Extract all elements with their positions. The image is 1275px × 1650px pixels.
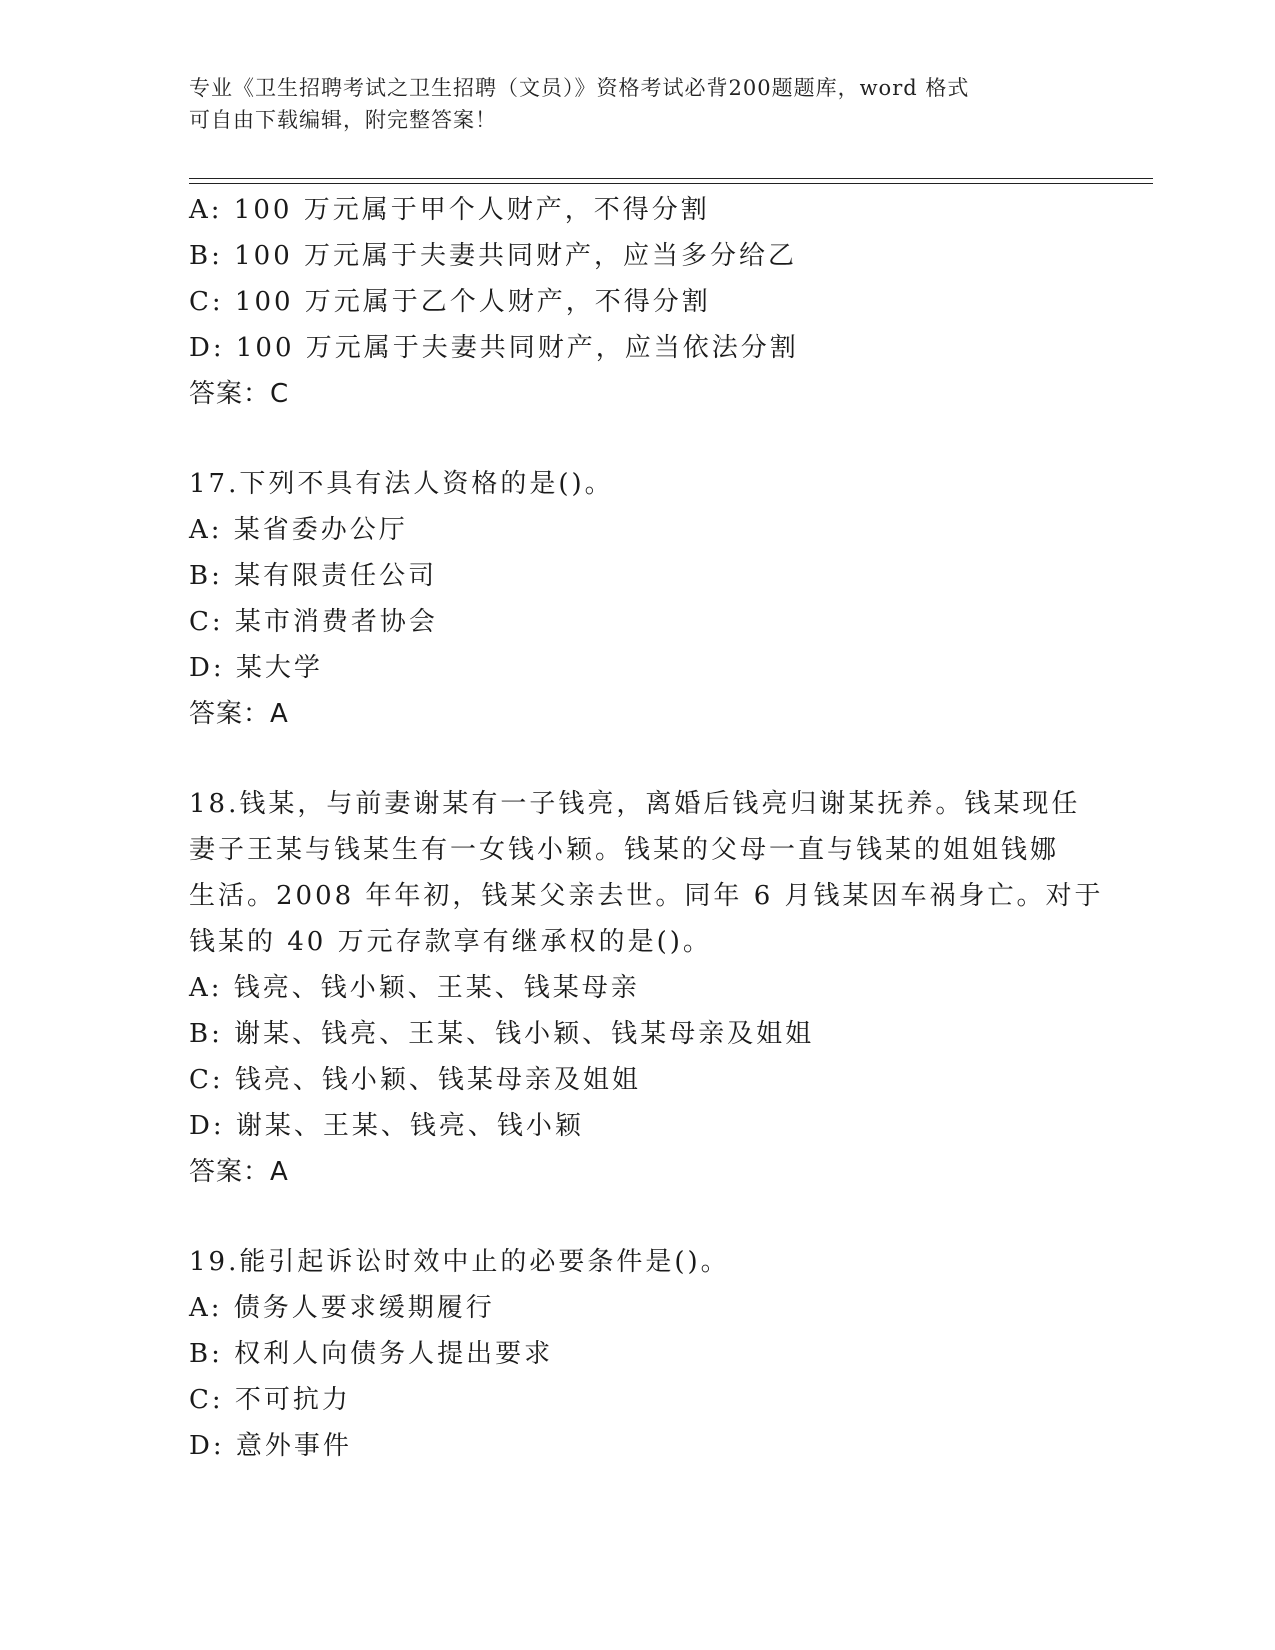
header-divider-bottom	[189, 183, 1153, 184]
option-c: C: 100 万元属于乙个人财产，不得分割	[189, 287, 711, 317]
header-title-line-2: 可自由下载编辑，附完整答案！	[189, 108, 497, 132]
option-c: C: 钱亮、钱小颖、钱某母亲及姐姐	[189, 1065, 641, 1095]
document-header	[189, 72, 1069, 136]
option-d: D: 谢某、王某、钱亮、钱小颖	[189, 1111, 584, 1141]
question-19	[189, 1239, 1089, 1469]
option-c: C: 不可抗力	[189, 1385, 351, 1415]
option-b: B: 谢某、钱亮、王某、钱小颖、钱某母亲及姐姐	[189, 1019, 815, 1049]
answer: 答案：C	[189, 379, 290, 409]
option-a: A: 100 万元属于甲个人财产，不得分割	[189, 195, 710, 225]
question-17	[189, 461, 1089, 737]
question-18	[189, 781, 1104, 1195]
header-divider-top	[189, 178, 1153, 179]
option-b: B: 某有限责任公司	[189, 561, 438, 591]
question-stem: 19.能引起诉讼时效中止的必要条件是()。	[189, 1247, 730, 1277]
option-d: D: 100 万元属于夫妻共同财产，应当依法分割	[189, 333, 799, 363]
question-16	[189, 187, 1089, 417]
question-list	[189, 187, 1104, 1469]
option-d: D: 意外事件	[189, 1431, 352, 1461]
question-stem-line: 18.钱某，与前妻谢某有一子钱亮，离婚后钱亮归谢某抚养。钱某现任	[189, 789, 1081, 819]
question-stem-line: 钱某的 40 万元存款享有继承权的是()。	[189, 927, 712, 957]
option-b: B: 100 万元属于夫妻共同财产，应当多分给乙	[189, 241, 798, 271]
answer: 答案：A	[189, 699, 289, 729]
option-a: A: 某省委办公厅	[189, 515, 408, 545]
option-d: D: 某大学	[189, 653, 323, 683]
option-a: A: 钱亮、钱小颖、王某、钱某母亲	[189, 973, 640, 1003]
question-stem-line: 生活。2008 年年初，钱某父亲去世。同年 6 月钱某因车祸身亡。对于	[189, 881, 1104, 911]
question-stem: 17.下列不具有法人资格的是()。	[189, 469, 614, 499]
header-title-line-1: 专业《卫生招聘考试之卫生招聘（文员）》资格考试必背200题题库，word 格式	[189, 76, 970, 100]
answer: 答案：A	[189, 1157, 289, 1187]
option-b: B: 权利人向债务人提出要求	[189, 1339, 554, 1369]
option-c: C: 某市消费者协会	[189, 607, 438, 637]
question-stem-line: 妻子王某与钱某生有一女钱小颖。钱某的父母一直与钱某的姐姐钱娜	[189, 835, 1060, 865]
option-a: A: 债务人要求缓期履行	[189, 1293, 495, 1323]
